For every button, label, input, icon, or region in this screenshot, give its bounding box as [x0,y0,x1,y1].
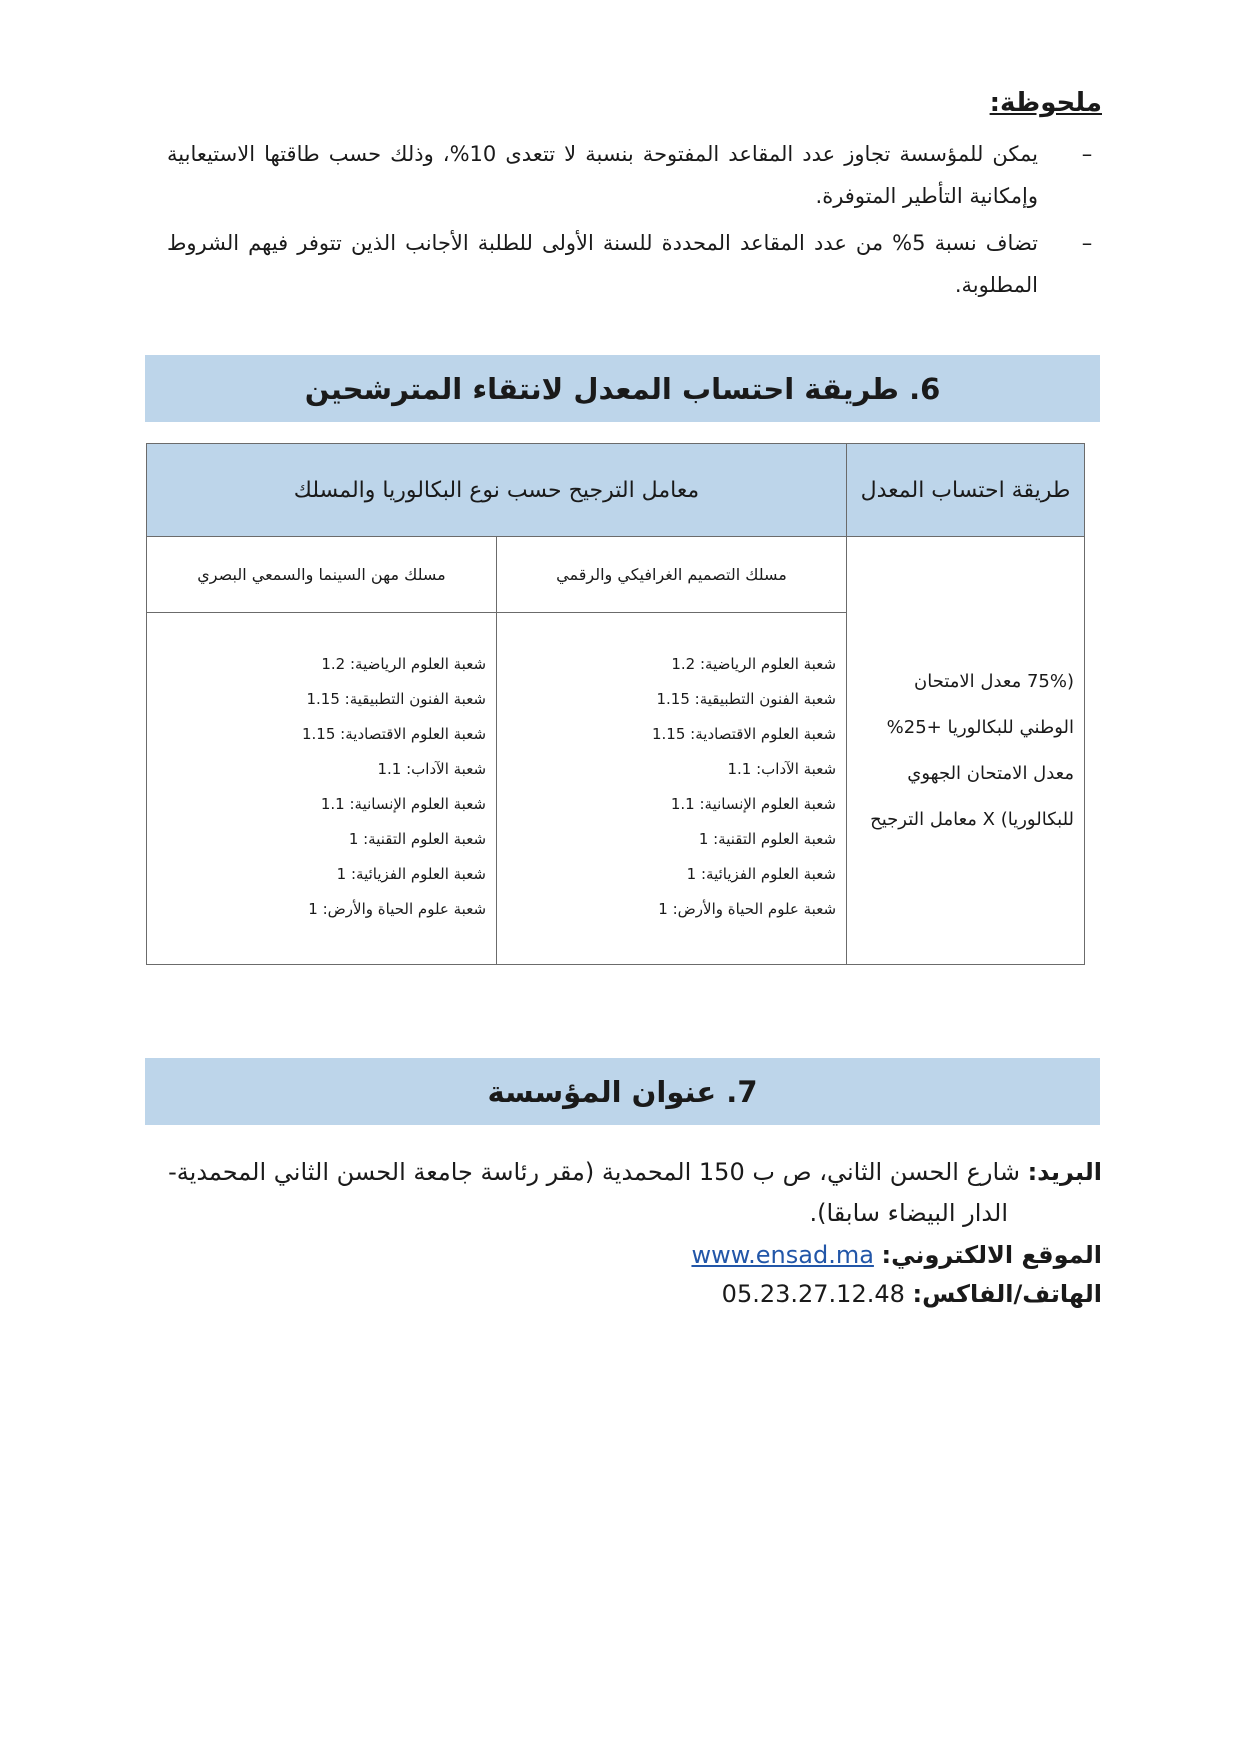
coefficient-item: شعبة العلوم الإنسانية: 1.1 [320,795,487,813]
formula-cell: (75% معدل الامتحان الوطني للبكالوريا +25% معدل الامتحان الجهوي للبكالوريا) X معامل الترجيح [847,537,1085,965]
section-6-title: 6. طريقة احتساب المعدل لانتقاء المترشحين [304,371,941,406]
coefficient-item: شعبة علوم الحياة والأرض: 1 [308,900,487,918]
coefficient-item: شعبة العلوم الرياضية: 1.2 [321,655,487,673]
coefficient-item: شعبة العلوم الرياضية: 1.2 [671,655,837,673]
mail-value: شارع الحسن الثاني، ص ب 150 المحمدية (مقر رئاسة جامعة الحسن الثاني المحمدية- [168,1158,1020,1186]
coefficient-item: شعبة العلوم الفزيائية: 1 [686,865,837,883]
coefficient-item: شعبة الآداب: 1.1 [727,760,837,778]
address-website [691,1235,1102,1275]
note-text: تضاف نسبة 5% من عدد المقاعد المحددة للسنة الأولى للطلبة الأجانب الذين تتوفر فيهم الشروط المطلوبة. [167,231,1039,297]
website-label: الموقع الالكتروني: [881,1241,1102,1269]
note-bullet: – [1081,142,1093,166]
track-design-header: مسلك التصميم الغرافيكي والرقمي [497,537,847,613]
coefficient-item: شعبة علوم الحياة والأرض: 1 [658,900,837,918]
section-7-header [145,1058,1100,1125]
note-title: ملحوظة: [989,88,1102,118]
coefficient-item: شعبة الآداب: 1.1 [377,760,487,778]
coefficient-item: شعبة العلوم الإنسانية: 1.1 [670,795,837,813]
coefficient-table [146,443,1085,965]
address-mail-continued: الدار البيضاء سابقا). [809,1199,1008,1227]
track-header-row [147,537,1085,613]
coefficient-item: شعبة الفنون التطبيقية: 1.15 [656,690,837,708]
track-cinema-header: مسلك مهن السينما والسمعي البصري [147,537,497,613]
phone-value: 05.23.27.12.48 [721,1280,905,1308]
mail-label: البريد: [1027,1158,1102,1186]
section-6-header [145,355,1100,422]
section-7-title: 7. عنوان المؤسسة [487,1074,758,1109]
address-mail [168,1152,1102,1192]
note-item [167,133,1102,217]
note-text: يمكن للمؤسسة تجاوز عدد المقاعد المفتوحة بنسبة لا تتعدى 10%، وذلك حسب طاقتها الاستيعابية وإمكانية التأطير المتوفرة. [167,142,1038,208]
phone-label: الهاتف/الفاكس: [912,1280,1102,1308]
address-phone [722,1274,1102,1314]
track-cinema-coefficients [147,613,497,965]
method-header: طريقة احتساب المعدل [847,444,1085,537]
coefficient-item: شعبة العلوم التقنية: 1 [348,830,487,848]
coefficient-item: شعبة العلوم التقنية: 1 [698,830,837,848]
coefficient-item: شعبة العلوم الفزيائية: 1 [336,865,487,883]
coefficient-header: معامل الترجيح حسب نوع البكالوريا والمسلك [147,444,847,537]
table-header-row [147,444,1085,537]
note-bullet: – [1081,231,1093,255]
coefficient-item: شعبة الفنون التطبيقية: 1.15 [306,690,487,708]
coefficient-item: شعبة العلوم الاقتصادية: 1.15 [652,725,837,743]
track-design-coefficients [497,613,847,965]
coefficient-item: شعبة العلوم الاقتصادية: 1.15 [302,725,487,743]
website-link[interactable]: www.ensad.ma [691,1241,874,1269]
note-item [167,222,1102,306]
